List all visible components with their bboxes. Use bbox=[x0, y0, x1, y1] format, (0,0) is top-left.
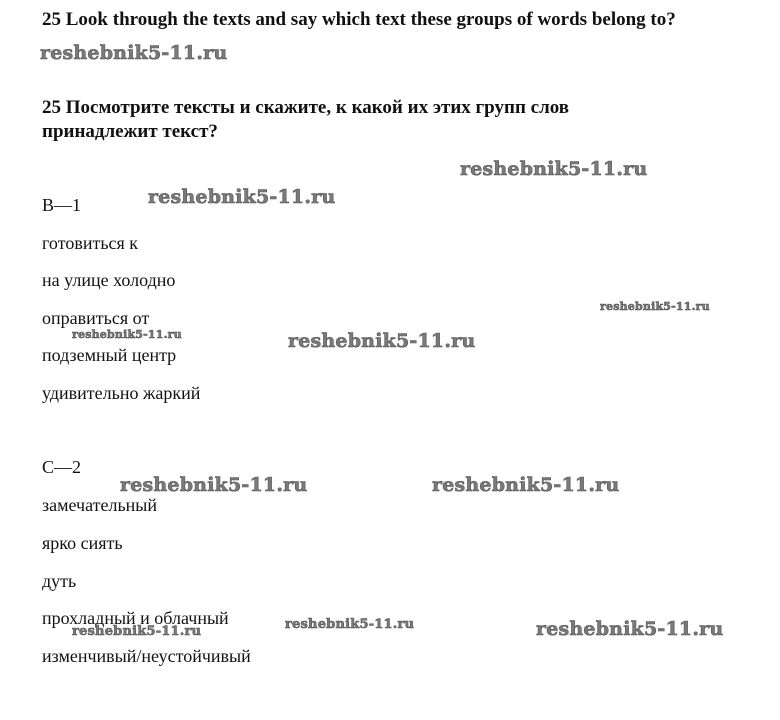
watermark: reshebnik5-11.ru bbox=[72, 328, 182, 341]
watermark: reshebnik5-11.ru bbox=[40, 42, 228, 64]
watermark: reshebnik5-11.ru bbox=[288, 330, 476, 352]
task-heading-english: 25 Look through the texts and say which text these groups of words belong to? bbox=[42, 9, 676, 30]
group-1-item-5: удивительно жаркий bbox=[42, 383, 201, 403]
watermark: reshebnik5-11.ru bbox=[460, 158, 648, 180]
watermark: reshebnik5-11.ru bbox=[72, 624, 202, 639]
watermark: reshebnik5-11.ru bbox=[432, 474, 620, 496]
watermark: reshebnik5-11.ru bbox=[600, 300, 710, 313]
group-2-item-2: ярко сиять bbox=[42, 533, 123, 553]
watermark: reshebnik5-11.ru bbox=[148, 186, 336, 208]
watermark: reshebnik5-11.ru bbox=[120, 474, 308, 496]
group-2-label: C—2 bbox=[42, 457, 82, 477]
group-2-item-4: прохладный и облачный bbox=[42, 608, 229, 628]
group-2-item-1: замечательный bbox=[42, 495, 158, 515]
task-heading-russian-line-1: 25 Посмотрите тексты и скажите, к какой их этих групп слов bbox=[42, 97, 570, 118]
group-2-item-5: изменчивый/неустойчивый bbox=[42, 646, 251, 666]
group-2-item-3: дуть bbox=[42, 571, 77, 591]
group-1-label: B—1 bbox=[42, 195, 82, 215]
group-1-item-3: оправиться от bbox=[42, 308, 150, 328]
group-1-item-2: на улице холодно bbox=[42, 270, 176, 290]
task-heading-russian-line-2: принадлежит текст? bbox=[42, 121, 218, 142]
group-1-item-1: готовиться к bbox=[42, 233, 139, 253]
watermark: reshebnik5-11.ru bbox=[536, 618, 724, 640]
watermark: reshebnik5-11.ru bbox=[285, 617, 415, 632]
group-1-item-4: подземный центр bbox=[42, 345, 177, 365]
